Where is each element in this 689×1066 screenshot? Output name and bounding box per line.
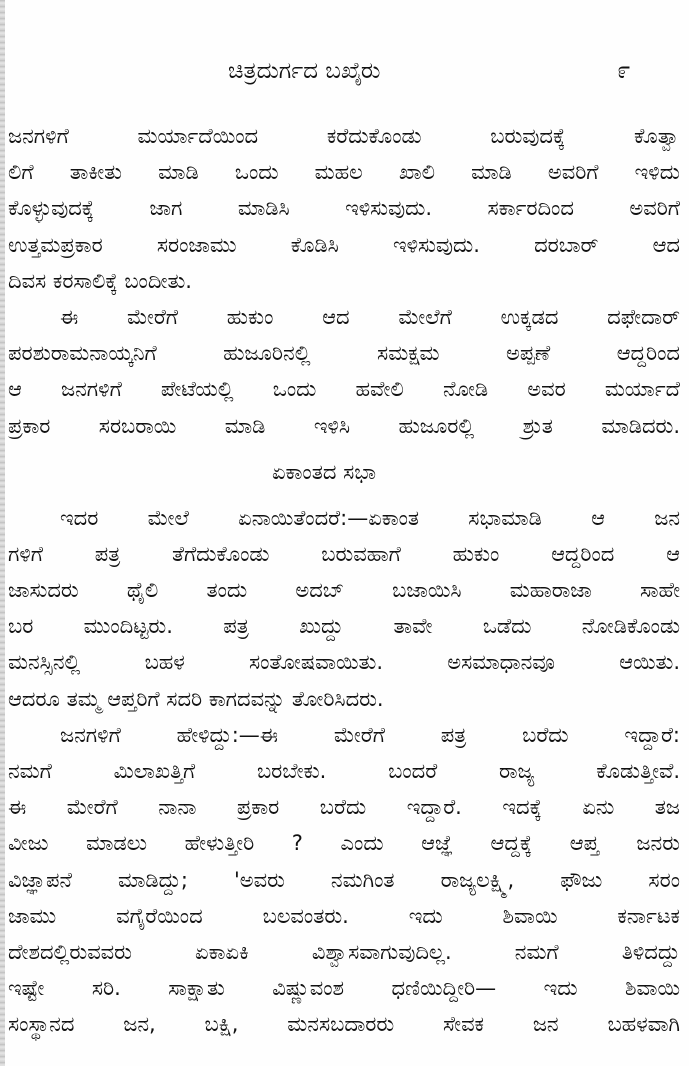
text-line: ನಮಗೆ ಮಿಲಾಖತ್ತಿಗೆ ಬರಬೇಕು. ಬಂದರೆ ರಾಜ್ಯ ಕೊಡುತ್ತೀವೆ. xyxy=(8,759,680,783)
paragraph xyxy=(8,118,680,299)
text-line: ವೀಜು ಮಾಡಲು ಹೇಳುತ್ತೀರಿ ? ಎಂದು ಆಜ್ಞೆ ಆದ್ದಕ್ಕೆ ಆಪ್ತ ಜನರು xyxy=(8,831,680,856)
binding-edge xyxy=(0,0,5,1066)
text-line: ಪರಶುರಾಮನಾಯ್ಕನಿಗೆ ಹುಜೂರಿನಲ್ಲಿ ಸಮಕ್ಷಮ ಅಪ್ಪಣೆ ಆದ್ದರಿಂದ xyxy=(8,341,680,366)
running-title: ಚಿತ್ರದುರ್ಗದ ಬಖೈರು xyxy=(228,58,381,84)
section-heading-text: ಏಕಾಂತದ ಸಭಾ xyxy=(272,459,376,484)
text-line: ಬರ ಮುಂದಿಟ್ಟರು. ಪತ್ರ ಖುದ್ದು ತಾವೇ ಒಡೆದು ನೋಡಿಕೊಂಡು xyxy=(8,614,680,639)
page-header xyxy=(0,54,689,90)
text-line: ಈ ಮೇರೆಗೆ ನಾನಾ ಪ್ರಕಾರ ಬರೆದು ಇದ್ದಾರೆ. ಇದಕ್ಕೆ ಏನು ತಜ xyxy=(8,795,680,820)
text-line: ಲಿಗೆ ತಾಕೀತು ಮಾಡಿ ಒಂದು ಮಹಲ ಖಾಲಿ ಮಾಡಿ ಅವರಿಗೆ ಇಳಿದು xyxy=(8,160,680,185)
paragraph xyxy=(8,717,680,1043)
text-line: ಮನಸ್ಸಿನಲ್ಲಿ ಬಹಳ ಸಂತೋಷವಾಯಿತು. ಅಸಮಾಧಾನವೂ ಆಯಿತು. xyxy=(8,650,680,675)
text-line: ಜನಗಳಿಗೆ ಹೇಳಿದ್ದು:—ಈ ಮೇರೆಗೆ ಪತ್ರ ಬರೆದು ಇದ್ದಾರೆ: xyxy=(60,722,680,747)
page-number: ೯ xyxy=(617,56,631,84)
text-line: ವಿಜ್ಞಾಪನೆ ಮಾಡಿದ್ದು; 'ಅವರು ನಮಗಿಂತ ರಾಜ್ಯಲಕ್ಷ್ಮಿ, ಫೌಜು ಸರಂ xyxy=(8,867,680,892)
text-line: ಸಂಸ್ಥಾನದ ಜನ, ಬಕ್ಷಿ, ಮನಸಬದಾರರು ಸೇವಕ ಜನ ಬಹಳವಾಗಿ xyxy=(8,1012,680,1037)
text-line: ಗಳಿಗೆ ಪತ್ರ ತೆಗೆದುಕೊಂಡು ಬರುವಹಾಗೆ ಹುಕುಂ ಆದ್ದರಿಂದ ಆ xyxy=(8,541,680,566)
text-line: ಈ ಮೇರೆಗೆ ಹುಕುಂ ಆದ ಮೇಲೆಗೆ ಉಕ್ಕಡದ ದಫೇದಾರ್ xyxy=(60,304,680,329)
text-line: ದೇಶದಲ್ಲಿರುವವರು ಏಕಾಏಕಿ ವಿಶ್ವಾಸವಾಗುವುದಿಲ್ಲ. ನಮಗೆ ತಿಳಿದದ್ದು xyxy=(8,939,680,964)
text-line: ಜಾಸುದರು ಥೈಲಿ ತಂದು ಅದಬ್ ಬಜಾಯಿಸಿ ಮಹಾರಾಜಾ ಸಾಹೇ xyxy=(8,578,680,603)
text-line: ಜನಗಳಿಗೆ ಮರ್ಯಾದೆಯಿಂದ ಕರೆದುಕೊಂಡು ಬರುವುದಕ್ಕೆ ಕೊತ್ವಾ xyxy=(8,124,680,148)
text-line: ಆ ಜನಗಳಿಗೆ ಪೇಟೆಯಲ್ಲಿ ಒಂದು ಹವೇಲಿ ನೋಡಿ ಅವರ ಮರ್ಯಾದೆ xyxy=(8,377,680,402)
section-heading xyxy=(8,444,680,500)
text-line: ದಿವಸ ಕರಸಾಲಿಕ್ಕೆ ಬಂದೀತು. xyxy=(8,268,192,293)
text-line: ಉತ್ತಮಪ್ರಕಾರ ಸರಂಜಾಮು ಕೊಡಿಸಿ ಇಳಿಸುವುದು. ದರಬಾರ್ ಆದ xyxy=(8,232,680,257)
text-line: ಪ್ರಕಾರ ಸರಬರಾಯಿ ಮಾಡಿ ಇಳಿಸಿ ಹುಜೂರಲ್ಲಿ ಶ್ರುತ ಮಾಡಿದರು. xyxy=(8,413,680,438)
text-line: ಆದರೂ ತಮ್ಮ ಆಪ್ತರಿಗೆ ಸದರಿ ಕಾಗದವನ್ನು ತೋರಿಸಿದರು. xyxy=(8,686,384,711)
text-line: ಇಷ್ಟೇ ಸರಿ. ಸಾಕ್ಷಾತು ವಿಷ್ಣುವಂಶ ಧಣಿಯಿದ್ದೀರಿ— ಇದು ಶಿವಾಯಿ xyxy=(8,976,680,1001)
paragraph xyxy=(8,299,680,444)
text-line: ಇದರ ಮೇಲೆ ಏನಾಯಿತೆಂದರೆ:—ಏಕಾಂತ ಸಭಾಮಾಡಿ ಆ ಜನ xyxy=(60,505,680,530)
body-text xyxy=(8,118,680,1043)
paragraph xyxy=(8,500,680,717)
text-line: ಕೊಳ್ಳುವುದಕ್ಕೆ ಜಾಗ ಮಾಡಿಸಿ ಇಳಿಸುವುದು. ಸರ್ಕಾರದಿಂದ ಅವರಿಗೆ xyxy=(8,196,680,221)
text-line: ಜಾಮು ವಗೈರೆಯಿಂದ ಬಲವಂತರು. ಇದು ಶಿವಾಯಿ ಕರ್ನಾಟಕ xyxy=(8,903,680,928)
